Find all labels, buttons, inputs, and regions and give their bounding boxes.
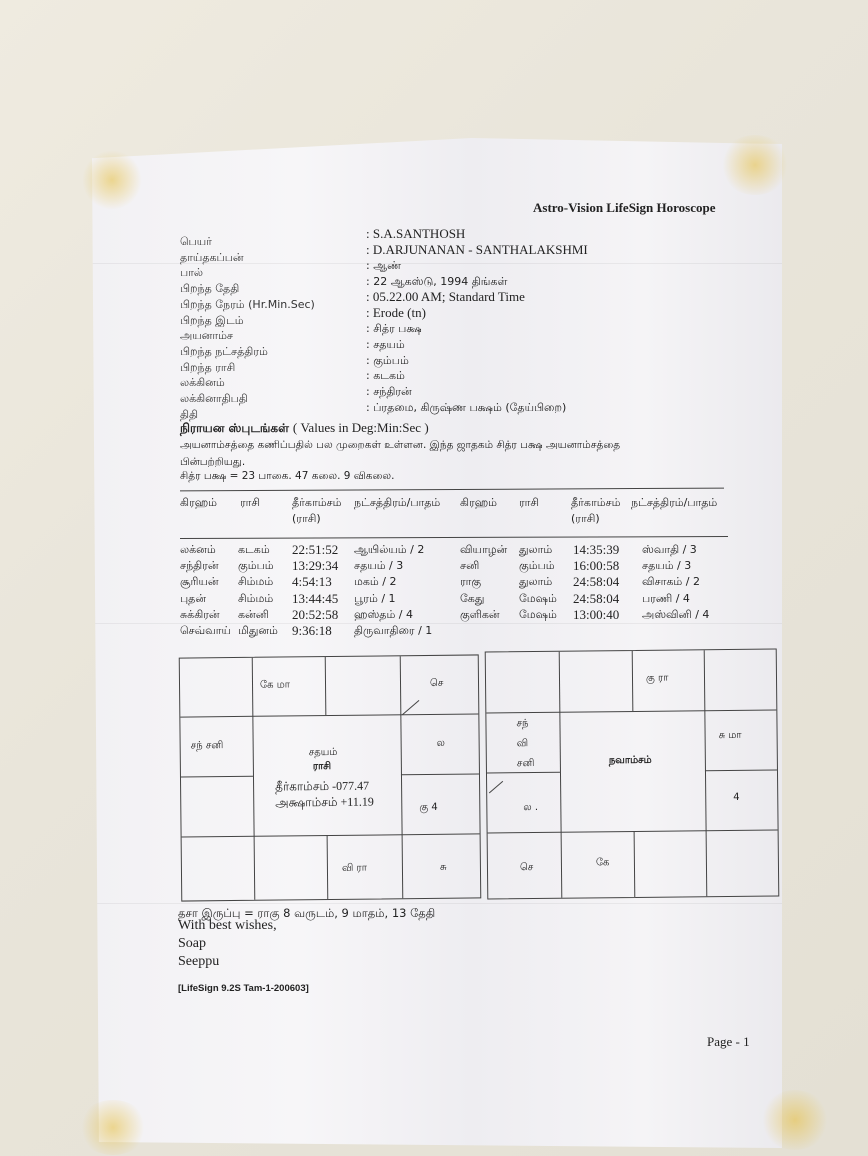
table-header-cell: தீர்காம்சம் <box>571 496 621 509</box>
detail-label: பிறந்த இடம் <box>180 313 244 327</box>
detail-label: லக்கினம் <box>180 376 225 390</box>
tape-stain-top-right <box>720 135 790 195</box>
detail-value: : சித்ர பக்ஷ <box>366 322 422 336</box>
table-cell: 24:58:04 <box>573 590 620 606</box>
sender-name-1: Soap <box>178 936 206 951</box>
table-cell: சூரியன் <box>180 575 219 589</box>
table-subheader-cell: (ராசி) <box>571 512 600 525</box>
table-cell: 16:00:58 <box>573 558 620 574</box>
table-cell: சிம்மம் <box>238 575 274 589</box>
sputa-heading-tamil: நிராயன ஸ்புடங்கள் <box>180 421 289 435</box>
table-cell: ஆயில்யம் / 2 <box>354 543 425 556</box>
detail-value: : ஆண் <box>366 259 402 273</box>
detail-label: பால் <box>180 266 204 280</box>
rasi-center-longitude: தீர்காம்சம் -077.47 <box>275 778 370 794</box>
rasi-cell-left1: சந் சனி <box>190 740 224 752</box>
detail-value: : ப்ரதமை, கிருஷ்ண பக்ஷம் (தேய்பிறை) <box>366 400 567 414</box>
table-cell: விசாகம் / 2 <box>642 575 700 589</box>
detail-value: : சந்திரன் <box>366 385 412 398</box>
rasi-center-title: ராசி <box>312 760 332 773</box>
table-cell: 13:44:45 <box>292 590 339 606</box>
sender-name-2: Seeppu <box>178 954 220 969</box>
sputa-heading-english: ( Values in Deg:Min:Sec ) <box>292 420 429 435</box>
table-cell: கேது <box>460 591 485 605</box>
table-cell: திருவாதிரை / 1 <box>354 624 433 637</box>
software-version: [LifeSign 9.2S Tam-1-200603] <box>178 983 309 994</box>
table-cell: குளிகன் <box>460 607 500 621</box>
navamsa-chart <box>485 648 780 899</box>
table-header-cell: ராசி <box>240 496 261 509</box>
wishes-text: With best wishes, <box>178 918 277 933</box>
table-header-cell: கிரஹம் <box>180 496 218 509</box>
table-cell: செவ்வாய் <box>180 624 231 637</box>
table-header-cell: கிரஹம் <box>460 496 498 509</box>
page-number: Page - 1 <box>707 1034 750 1049</box>
navamsa-cell-left1c: சனி <box>516 758 535 770</box>
table-cell: துலாம் <box>519 543 553 556</box>
table-cell: பரணி / 4 <box>642 591 690 605</box>
navamsa-cell-left1b: வி <box>516 738 529 750</box>
table-subheader-cell: (ராசி) <box>292 512 321 525</box>
table-cell: 4:54:13 <box>292 574 332 590</box>
table-header-cell: நட்சத்திரம்/பாதம் <box>354 496 441 509</box>
rasi-chart <box>179 654 482 901</box>
tape-stain-bottom-left <box>78 1100 148 1155</box>
detail-label: பிறந்த நட்சத்திரம் <box>180 344 268 358</box>
rasi-cell-bottom3: வி ரா <box>341 862 367 874</box>
rasi-cell-bottom4: சு <box>439 861 447 873</box>
table-cell: கும்பம் <box>519 559 555 573</box>
tape-stain-bottom-right <box>760 1090 830 1150</box>
table-cell: சதயம் / 3 <box>354 559 404 573</box>
table-cell: 22:51:52 <box>292 542 339 557</box>
dasa-balance: தசா இருப்பு = ராகு 8 வருடம், 9 மாதம், 13 தேதி <box>178 906 436 920</box>
rasi-cell-top4: செ <box>429 677 444 689</box>
table-cell: துலாம் <box>519 575 553 589</box>
table-cell: வியாழன் <box>460 543 508 556</box>
navamsa-cell-left2: ல . <box>523 801 539 814</box>
table-header-cell: நட்சத்திரம்/பாதம் <box>631 496 718 509</box>
rasi-center-latitude: அக்ஷாம்சம் +11.19 <box>275 794 374 810</box>
table-cell: அஸ்வினி / 4 <box>642 607 710 621</box>
detail-value: : Erode (tn) <box>366 304 426 320</box>
table-cell: புதன் <box>180 591 207 605</box>
navamsa-cell-bottom1: செ <box>519 862 534 874</box>
document-title: Astro-Vision LifeSign Horoscope <box>533 200 716 215</box>
detail-label: தாய்தகப்பன் <box>180 250 244 264</box>
navamsa-center-title: நவாம்சம் <box>608 754 652 767</box>
detail-value: : கும்பம் <box>366 353 409 367</box>
navamsa-cell-right2: 4 <box>733 791 740 803</box>
navamsa-cell-bottom2: கே <box>595 857 610 869</box>
detail-value: : சதயம் <box>366 337 405 351</box>
detail-label: லக்கினாதிபதி <box>180 392 248 405</box>
detail-label: பிறந்த நேரம் (Hr.Min.Sec) <box>180 297 315 311</box>
detail-value: : 05.22.00 AM; Standard Time <box>366 288 525 304</box>
table-cell: 13:00:40 <box>573 606 620 622</box>
table-cell: ஹஸ்தம் / 4 <box>354 607 414 621</box>
table-cell: பூரம் / 1 <box>354 591 396 605</box>
sputa-note-line1: அயனாம்சத்தை கணிப்பதில் பல முறைகள் உள்ளன. இந்த ஜாதகம் சித்ர பக்ஷ அயனாம்சத்தை <box>180 439 621 451</box>
table-cell: மிதுனம் <box>238 624 278 637</box>
detail-label: பெயர் <box>180 235 212 248</box>
detail-value: : கடகம் <box>366 369 405 383</box>
navamsa-cell-right1: சு மா <box>718 729 742 742</box>
table-cell: கடகம் <box>238 543 270 556</box>
table-cell: சதயம் / 3 <box>642 559 692 573</box>
table-cell: மகம் / 2 <box>354 575 397 589</box>
table-cell: லக்னம் <box>180 543 216 556</box>
sputa-note-line3: சித்ர பக்ஷ = 23 பாகை. 47 கலை. 9 விகலை. <box>180 470 395 482</box>
table-cell: 13:29:34 <box>292 558 339 574</box>
table-cell: 14:35:39 <box>573 542 620 557</box>
detail-value: : S.A.SANTHOSH <box>366 226 466 241</box>
table-cell: 20:52:58 <box>292 606 339 622</box>
table-cell: ராகு <box>460 575 482 589</box>
detail-label: திதி <box>180 407 199 421</box>
detail-label: பிறந்த ராசி <box>180 360 236 374</box>
detail-label: அயனாம்ச <box>180 329 234 343</box>
table-header-cell: தீர்காம்சம் <box>292 496 342 509</box>
table-cell: சந்திரன் <box>180 559 219 573</box>
table-cell: மேஷம் <box>519 591 557 605</box>
table-cell: ஸ்வாதி / 3 <box>642 543 697 556</box>
table-cell: கன்னி <box>238 607 269 621</box>
table-header-cell: ராசி <box>519 496 540 509</box>
detail-value: : 22 ஆகஸ்டு, 1994 திங்கள் <box>366 275 508 289</box>
rasi-center-nakshatra: சதயம் <box>308 746 338 759</box>
navamsa-cell-top3: கு ரா <box>645 672 669 684</box>
detail-value: : D.ARJUNANAN - SANTHALAKSHMI <box>366 241 588 257</box>
rasi-cell-top2: கே மா <box>259 679 291 691</box>
table-cell: மேஷம் <box>519 607 557 621</box>
tape-stain-top-left <box>82 150 142 210</box>
table-cell: 24:58:04 <box>573 574 620 590</box>
table-cell: சுக்கிரன் <box>180 607 220 621</box>
sputa-heading <box>180 419 429 437</box>
detail-label: பிறந்த தேதி <box>180 282 240 296</box>
navamsa-cell-left1a: சந் <box>516 718 529 730</box>
table-cell: 9:36:18 <box>292 623 332 638</box>
table-cell: சிம்மம் <box>238 591 274 605</box>
table-cell: சனி <box>460 559 480 573</box>
rasi-cell-right2: கு 4 <box>419 801 438 814</box>
rasi-cell-right1: ல <box>436 737 446 749</box>
sputa-note-line2: பின்பற்றியது. <box>180 456 246 468</box>
table-cell: கும்பம் <box>238 559 274 573</box>
